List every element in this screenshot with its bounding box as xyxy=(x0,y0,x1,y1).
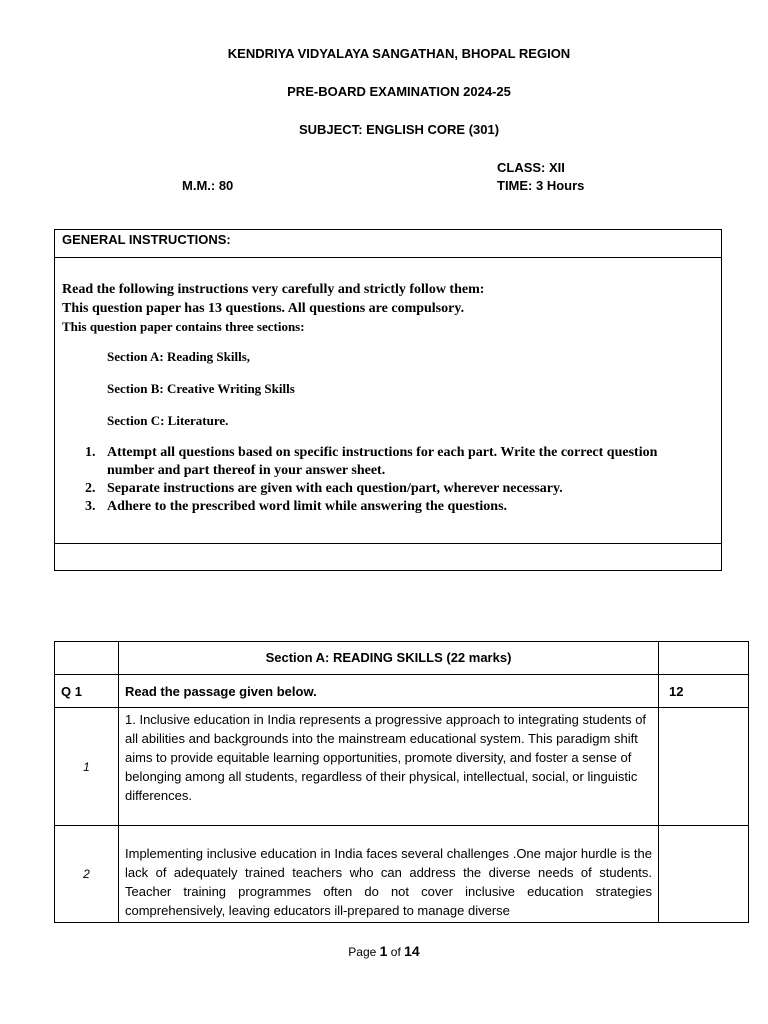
table-cell xyxy=(55,675,119,708)
table-cell xyxy=(119,708,659,826)
page-total: 14 xyxy=(404,943,420,959)
table-cell xyxy=(119,675,659,708)
exam-title: PRE-BOARD EXAMINATION 2024-25 xyxy=(287,84,511,99)
rule-text: Adhere to the prescribed word limit while answering the questions. xyxy=(107,499,508,514)
organization-title: KENDRIYA VIDYALAYA SANGATHAN, BHOPAL REGION xyxy=(227,46,571,61)
table-row xyxy=(55,675,749,708)
rule-number: 1. xyxy=(85,445,96,460)
table-cell xyxy=(119,826,659,923)
table-row xyxy=(55,642,749,675)
question-label: Q 1 xyxy=(61,683,82,699)
of-word: of xyxy=(390,945,401,959)
table-cell xyxy=(659,675,749,708)
passage-paragraph-1: 1. Inclusive education in India represents a progressive approach to integrating students of all abilities and backgrounds into the mainstream educational system. This paradigm shift aims to provide equitable learning opportunities, promote diversity, and foster a sense of belonging among all students, regardless of their physical, intellectual, social, or linguistic differences. xyxy=(125,712,647,803)
question-text: Read the passage given below. xyxy=(125,683,317,699)
table-cell xyxy=(659,826,749,923)
table-cell xyxy=(119,642,659,675)
rule-item xyxy=(85,444,679,480)
class-label: CLASS: XII xyxy=(497,160,565,175)
page-word: Page xyxy=(348,945,377,959)
section-b-line: Section B: Creative Writing Skills xyxy=(107,381,295,396)
rule-number: 2. xyxy=(85,481,96,496)
rule-item xyxy=(85,498,667,516)
instruction-rules-list xyxy=(85,444,679,516)
section-a-line: Section A: Reading Skills, xyxy=(107,349,251,364)
section-a-title: Section A: READING SKILLS (22 marks) xyxy=(265,650,512,665)
subject-title: SUBJECT: ENGLISH CORE (301) xyxy=(298,122,500,137)
page-footer xyxy=(0,943,768,959)
max-marks-label: M.M.: 80 xyxy=(182,178,234,193)
paragraph-number: 2 xyxy=(55,826,119,923)
instructions-title: GENERAL INSTRUCTIONS: xyxy=(62,232,231,247)
table-row xyxy=(55,708,749,826)
question-marks: 12 xyxy=(669,683,684,699)
table-cell xyxy=(659,708,749,826)
time-label: TIME: 3 Hours xyxy=(497,178,585,193)
section-c-line: Section C: Literature. xyxy=(107,413,229,428)
table-cell xyxy=(55,642,119,675)
rule-text: Attempt all questions based on specific instructions for each part. Write the correct question number and part thereof in your answer sheet. xyxy=(107,445,679,478)
instruction-line-2: This question paper has 13 questions. All questions are compulsory. xyxy=(62,301,465,316)
page-number: 1 xyxy=(379,943,388,959)
instructions-header-row xyxy=(55,230,721,258)
passage-paragraph-2: Implementing inclusive education in India faces several challenges .One major hurdle is the lack of adequately trained teachers who can address the diverse needs of students. Teacher training programmes often do not cover inclusive education strategies comprehensively, leaving educators ill-prepared to manage diverse xyxy=(125,846,652,918)
rule-text: Separate instructions are given with each question/part, wherever necessary. xyxy=(107,481,563,496)
table-row xyxy=(55,826,749,923)
instruction-line-1: Read the following instructions very carefully and strictly follow them: xyxy=(62,282,485,297)
rule-number: 3. xyxy=(85,499,96,514)
paragraph-number: 1 xyxy=(55,708,119,826)
rule-item xyxy=(85,480,667,498)
general-instructions-box xyxy=(54,229,722,571)
reading-skills-table xyxy=(54,641,749,923)
table-cell xyxy=(659,642,749,675)
instructions-footer-row xyxy=(55,543,721,544)
instruction-line-3: This question paper contains three sections: xyxy=(62,319,305,334)
